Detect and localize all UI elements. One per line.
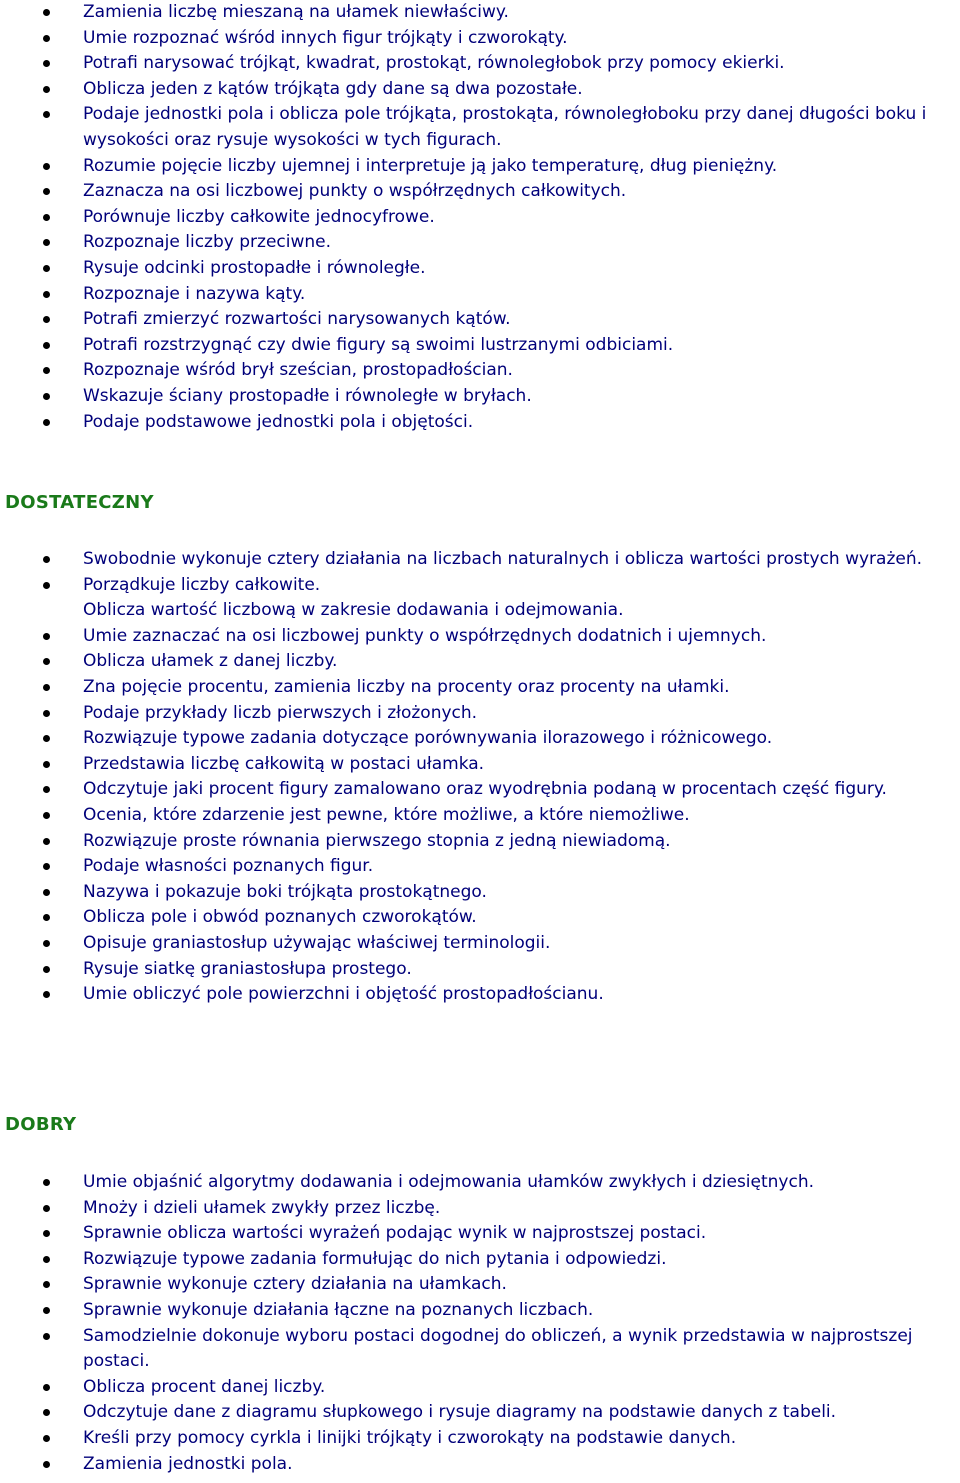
list-item: Porównuje liczby całkowite jednocyfrowe. <box>0 205 960 231</box>
list-item: Potrafi narysować trójkąt, kwadrat, prostokąt, równoległobok przy pomocy ekierki. <box>0 51 960 77</box>
list-item: Ocenia, które zdarzenie jest pewne, które możliwe, a które niemożliwe. <box>0 803 960 829</box>
grade-heading-dobry: DOBRY <box>5 1114 77 1135</box>
list-item: Zamienia liczbę mieszaną na ułamek niewłaściwy. <box>0 0 960 26</box>
list-item: Nazywa i pokazuje boki trójkąta prostokątnego. <box>0 880 960 906</box>
list-item: Samodzielnie dokonuje wyboru postaci dogodnej do obliczeń, a wynik przedstawia w najprostszej postaci. <box>0 1324 960 1375</box>
list-item: Rozpoznaje wśród brył sześcian, prostopadłościan. <box>0 358 960 384</box>
list-item: Sprawnie oblicza wartości wyrażeń podając wynik w najprostszej postaci. <box>0 1221 960 1247</box>
list-item: Rozumie pojęcie liczby ujemnej i interpretuje ją jako temperaturę, dług pieniężny. <box>0 154 960 180</box>
list-item: Rysuje siatkę graniastosłupa prostego. <box>0 957 960 983</box>
list-item: Rozwiązuje typowe zadania dotyczące porównywania ilorazowego i różnicowego. <box>0 726 960 752</box>
list-item: Podaje przykłady liczb pierwszych i złożonych. <box>0 701 960 727</box>
list-item: Oblicza jeden z kątów trójkąta gdy dane są dwa pozostałe. <box>0 77 960 103</box>
list-item: Sprawnie wykonuje cztery działania na ułamkach. <box>0 1272 960 1298</box>
list-item: Umie obliczyć pole powierzchni i objętość prostopadłościanu. <box>0 982 960 1008</box>
grade-heading-dostateczny: DOSTATECZNY <box>5 492 154 513</box>
list-item: Mnoży i dzieli ułamek zwykły przez liczbę. <box>0 1196 960 1222</box>
list-item: Oblicza wartość liczbową w zakresie dodawania i odejmowania. <box>83 600 624 621</box>
list-item: Podaje jednostki pola i oblicza pole trójkąta, prostokąta, równoległoboku przy danej długości boku i wysokości oraz rysuje wysokości w tych figurach. <box>0 102 960 153</box>
list-item: Podaje własności poznanych figur. <box>0 854 960 880</box>
list-item: Odczytuje dane z diagramu słupkowego i rysuje diagramy na podstawie danych z tabeli. <box>0 1400 960 1426</box>
requirements-list-dostateczny <box>0 547 960 1008</box>
requirements-list-top <box>0 0 960 435</box>
list-item: Wskazuje ściany prostopadłe i równoległe w bryłach. <box>0 384 960 410</box>
list-item: Umie rozpoznać wśród innych figur trójkąty i czworokąty. <box>0 26 960 52</box>
list-item: Oblicza ułamek z danej liczby. <box>0 649 960 675</box>
list-item: Opisuje graniastosłup używając właściwej terminologii. <box>0 931 960 957</box>
requirements-list-dobry <box>0 1170 960 1477</box>
list-item: Swobodnie wykonuje cztery działania na liczbach naturalnych i oblicza wartości prostych wyrażeń. <box>0 547 960 573</box>
list-item: Porządkuje liczby całkowite. <box>0 573 960 599</box>
list-item: Rysuje odcinki prostopadłe i równoległe. <box>0 256 960 282</box>
list-item: Umie objaśnić algorytmy dodawania i odejmowania ułamków zwykłych i dziesiętnych. <box>0 1170 960 1196</box>
list-item: Kreśli przy pomocy cyrkla i linijki trójkąty i czworokąty na podstawie danych. <box>0 1426 960 1452</box>
list-item: Zaznacza na osi liczbowej punkty o współrzędnych całkowitych. <box>0 179 960 205</box>
list-item: Potrafi rozstrzygnąć czy dwie figury są swoimi lustrzanymi odbiciami. <box>0 333 960 359</box>
list-item: Rozpoznaje i nazywa kąty. <box>0 282 960 308</box>
list-item: Zamienia jednostki pola. <box>0 1452 960 1478</box>
list-item: Oblicza pole i obwód poznanych czworokątów. <box>0 905 960 931</box>
list-item: Potrafi zmierzyć rozwartości narysowanych kątów. <box>0 307 960 333</box>
list-item: Sprawnie wykonuje działania łączne na poznanych liczbach. <box>0 1298 960 1324</box>
list-item: Zna pojęcie procentu, zamienia liczby na procenty oraz procenty na ułamki. <box>0 675 960 701</box>
list-item: Umie zaznaczać na osi liczbowej punkty o współrzędnych dodatnich i ujemnych. <box>0 624 960 650</box>
list-item: Oblicza procent danej liczby. <box>0 1375 960 1401</box>
list-item: Rozwiązuje proste równania pierwszego stopnia z jedną niewiadomą. <box>0 829 960 855</box>
list-item: Rozwiązuje typowe zadania formułując do nich pytania i odpowiedzi. <box>0 1247 960 1273</box>
list-item: Rozpoznaje liczby przeciwne. <box>0 230 960 256</box>
list-item: Przedstawia liczbę całkowitą w postaci ułamka. <box>0 752 960 778</box>
list-item: Podaje podstawowe jednostki pola i objętości. <box>0 410 960 436</box>
list-item: Odczytuje jaki procent figury zamalowano oraz wyodrębnia podaną w procentach część figury. <box>0 777 960 803</box>
